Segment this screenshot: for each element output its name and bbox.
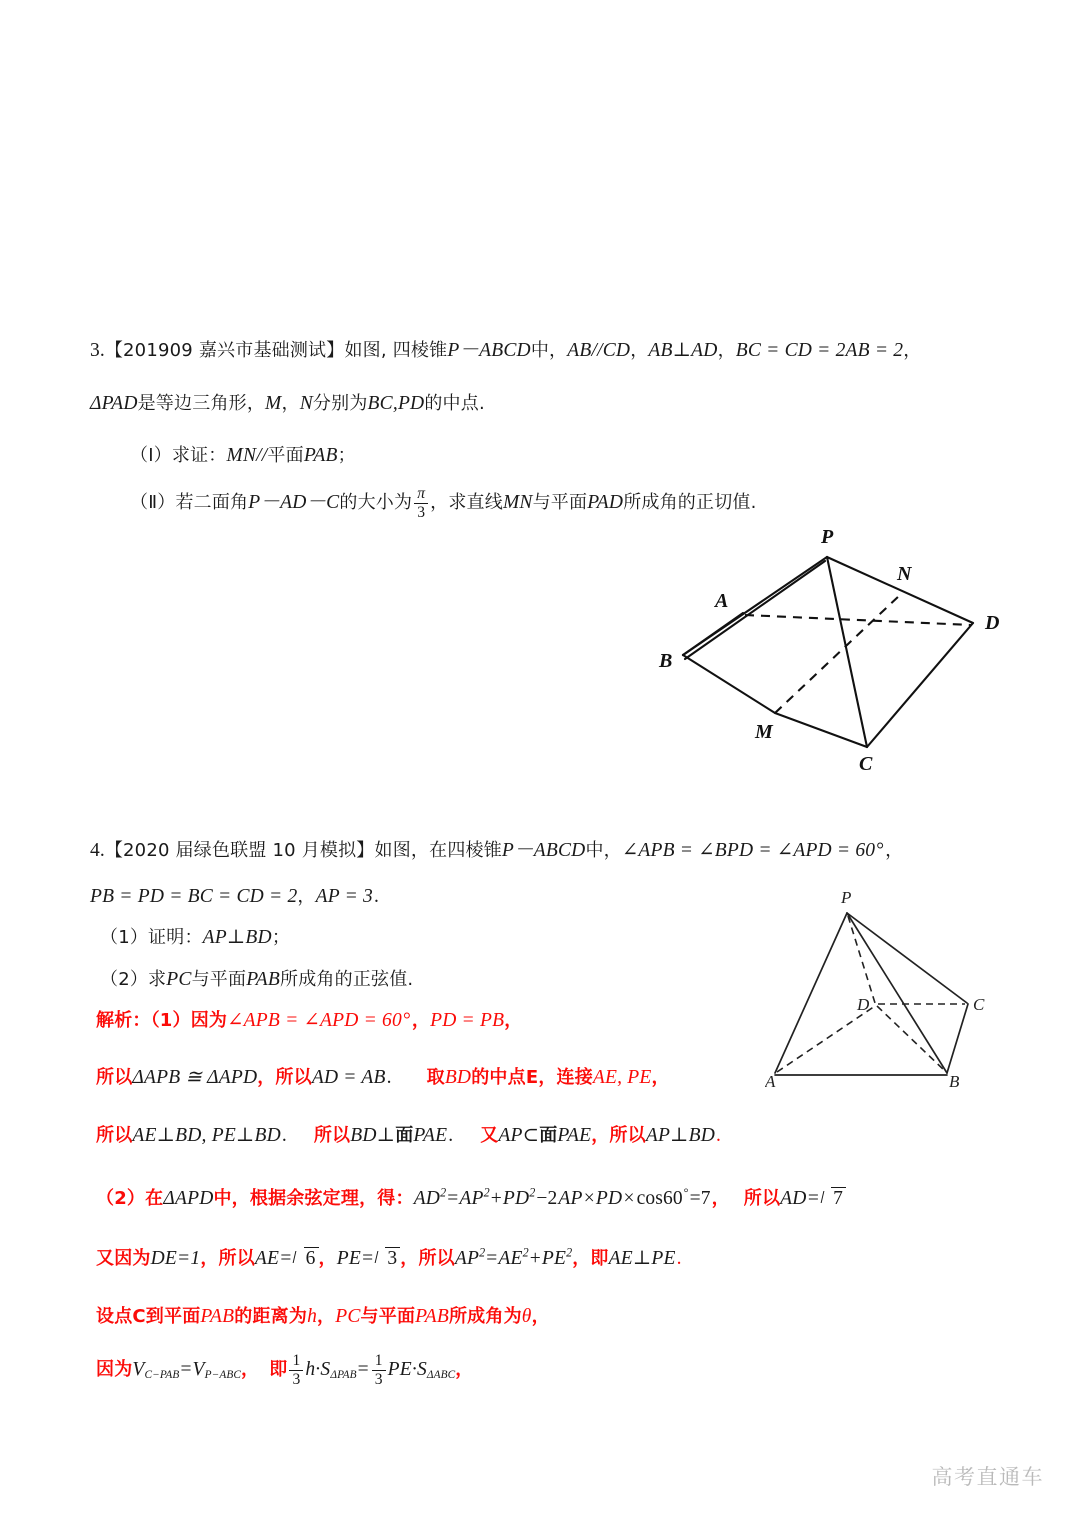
solution-ap-pd-prod: AP×PD× xyxy=(558,1188,636,1209)
solution-midpoint-e: 的中点E，连接 xyxy=(471,1067,593,1088)
problem3-part2-mid2: ，求直线 xyxy=(430,491,503,513)
problem4-part1-label: （1）证明： xyxy=(100,927,203,948)
solution-line-1 xyxy=(96,1011,522,1031)
solution-pae-2: PAE xyxy=(557,1125,592,1146)
problem4-stem-line-2 xyxy=(90,887,380,907)
frac2-denominator: 3 xyxy=(372,1370,386,1388)
frac2-numerator: 1 xyxy=(374,1352,383,1369)
solution-sqrt-7 xyxy=(821,1187,846,1209)
solution-comma-5: ， xyxy=(318,1248,337,1269)
problem4-period: . xyxy=(373,886,379,907)
problem3-equilateral-text: 是等边三角形， xyxy=(137,393,266,414)
solution-line-3 xyxy=(96,1126,722,1146)
solution-line-5 xyxy=(96,1247,683,1269)
sqrt-6-radicand: 6 xyxy=(304,1247,319,1269)
solution-pd-pb: PD = PB xyxy=(430,1010,505,1031)
solution-triangle-apd: ΔAPD xyxy=(163,1188,214,1209)
solution-eq-4: = xyxy=(357,1358,369,1380)
solution-eq-7: =7 xyxy=(689,1188,711,1209)
problem3-midpoint-end: 的中点. xyxy=(424,393,485,414)
solution-ad-sq: AD xyxy=(413,1188,441,1209)
solution-so-2: ，所以 xyxy=(257,1067,312,1088)
problem3-seg-pd: PD xyxy=(397,393,425,414)
solution-angle-text: 所成角为 xyxy=(448,1306,522,1327)
problem4-stem-line-1 xyxy=(90,841,903,861)
solution-period-5: . xyxy=(715,1125,721,1146)
problem4-stem-lead: 如图，在四棱锥 xyxy=(374,840,502,861)
problem3-solid: P－ABCD xyxy=(447,340,531,361)
problem3-part1-label: （Ⅰ）求证： xyxy=(130,445,227,466)
figure1-label-N: N xyxy=(897,563,912,585)
figure1-label-C: C xyxy=(859,753,873,775)
solution-pc-1: PC xyxy=(335,1306,361,1327)
solution-pe-dot: PE· xyxy=(387,1358,417,1380)
solution-period-2: . xyxy=(386,1067,392,1088)
solution-pab-1: PAB xyxy=(200,1306,235,1327)
solution-end-1: ， xyxy=(504,1010,523,1031)
problem3-stem-mid: 中， xyxy=(530,340,568,361)
solution-perp-3: AP⊥BD xyxy=(645,1125,715,1146)
figure2-label-A: A xyxy=(765,1072,776,1091)
problem3-dihedral: P－AD－C xyxy=(248,491,340,513)
solution-ad-eq: AD= xyxy=(780,1188,820,1209)
problem4-part2-pc: PC xyxy=(166,969,192,990)
problem3-cond-perp: AB⊥AD xyxy=(648,340,718,361)
figure2-label-C: C xyxy=(973,995,985,1014)
solution-pab-2: PAB xyxy=(415,1306,449,1327)
problem3-source: 【201909 嘉兴市基础测试】 xyxy=(104,340,345,361)
edge-mc xyxy=(775,713,867,747)
solution-so-5: ，所以 xyxy=(591,1125,646,1146)
solution-eq-1: = xyxy=(447,1188,459,1209)
problem4-part1 xyxy=(100,928,290,948)
problem3-stem-line-2 xyxy=(90,394,485,414)
problem4-part2-pab: PAB xyxy=(246,969,281,990)
solution-pe-sq: PE xyxy=(541,1248,567,1269)
solution-minus-1: −2 xyxy=(536,1188,558,1209)
problem3-cond-len: BC = CD = 2AB = 2 xyxy=(735,340,904,361)
problem3-part1-mn: MN// xyxy=(226,445,268,466)
problem4-ap-length: AP = 3 xyxy=(315,886,373,907)
problem4-part2-end: 所成角的正弦值. xyxy=(280,969,414,990)
solution-volume-2: V xyxy=(192,1358,205,1380)
solution-comma-6: ， xyxy=(317,1306,336,1327)
problem4-comma-2: ， xyxy=(297,886,316,907)
solution-volume-1-sub: C−PAB xyxy=(144,1369,180,1381)
problem3-seg-bc: BC xyxy=(367,393,393,414)
fraction-denominator-3: 3 xyxy=(414,503,428,521)
solution-distance-mid: 的距离为 xyxy=(234,1306,308,1327)
figure-problem3 xyxy=(655,525,1025,775)
solution-fraction-1 xyxy=(289,1353,303,1388)
solution-end-2: ， xyxy=(651,1067,670,1088)
solution-angles: ∠APB = ∠APD = 60 xyxy=(227,1010,402,1031)
solution-plus-1: + xyxy=(490,1188,502,1209)
solution-exp-2f: 2 xyxy=(566,1245,573,1260)
problem4-cond-angles: ∠APB = ∠BPD = ∠APD = 60 xyxy=(621,840,876,861)
solution-ji-1: ，即 xyxy=(572,1248,609,1269)
solution-cosine-law-text: 中，根据余弦定理，得： xyxy=(213,1188,414,1209)
solution-perp-1: AE⊥BD, PE⊥BD xyxy=(132,1125,281,1146)
problem3-number: 3. xyxy=(90,340,105,361)
solution-ae-eq: AE= xyxy=(254,1248,293,1269)
problem4-part1-expr: AP⊥BD xyxy=(202,927,272,948)
edge-ad-hidden xyxy=(745,615,971,625)
problem3-part2-mid: 的大小为 xyxy=(339,491,413,513)
solution-ae-sq: AE xyxy=(498,1248,523,1269)
solution-ad-ab: AD = AB xyxy=(311,1067,386,1088)
solution-period-4: . xyxy=(448,1125,454,1146)
solution-h-var: h xyxy=(307,1306,318,1327)
solution-so-1: 所以 xyxy=(96,1067,133,1088)
problem4-lengths: PB = PD = BC = CD = 2 xyxy=(90,886,298,907)
solution-pd-sq: PD xyxy=(502,1188,530,1209)
frac1-numerator: 1 xyxy=(292,1352,301,1369)
problem3-part2-label: （Ⅱ）若二面角 xyxy=(130,491,249,513)
problem3-part1 xyxy=(130,446,356,466)
problem4-part2-label: （2）求 xyxy=(100,969,167,990)
figure2-label-P: P xyxy=(841,888,852,907)
edge-mn-hidden xyxy=(775,595,900,713)
edge-bc xyxy=(947,1004,968,1073)
solution-line-4 xyxy=(96,1187,846,1209)
solution-bd: BD xyxy=(444,1067,472,1088)
solution-area-2-sub: ΔABC xyxy=(426,1369,456,1381)
problem3-part1-pab: PAB xyxy=(303,445,338,466)
solution-exp-2a: 2 xyxy=(440,1185,447,1200)
figure2-label-B: B xyxy=(949,1072,960,1091)
solution-area-1-sub: ΔPAB xyxy=(330,1369,357,1381)
solution-distance-lead: 设点C到平面 xyxy=(96,1306,201,1327)
problem3-comma-2: , xyxy=(392,393,398,414)
solution-eq-3: = xyxy=(180,1358,192,1380)
solution-again: 又 xyxy=(480,1125,499,1146)
solution-exp-2e: 2 xyxy=(522,1245,529,1260)
solution-exp-2c: 2 xyxy=(529,1185,536,1200)
solution-perp-2: BD⊥ xyxy=(350,1125,396,1146)
solution-so-8: ，所以 xyxy=(400,1248,455,1269)
solution-volume-2-sub: P−ABC xyxy=(204,1369,242,1381)
edge-pb xyxy=(847,913,947,1073)
problem4-deg-sign: ° xyxy=(876,840,885,861)
frac1-denominator: 3 xyxy=(289,1370,303,1388)
solution-because-2: 因为 xyxy=(96,1358,133,1380)
solution-area-2: S xyxy=(416,1358,427,1380)
problem4-solid: P－ABCD xyxy=(501,840,586,861)
problem3-midpoint-text: 分别为 xyxy=(312,393,368,414)
figure1-label-M: M xyxy=(755,721,773,743)
sqrt-3-radicand: 3 xyxy=(385,1247,400,1269)
edge-pd-hidden xyxy=(848,916,875,1003)
edge-pb-2 xyxy=(685,561,825,659)
problem3-stem-line-1: 3.【201909 嘉兴市基础测试】如图, 四棱锥P－ABCD中，AB//CD，AB⊥AD，BC = CD = 2AB = 2， xyxy=(90,340,922,361)
problem3-cond-parallel: AB//CD xyxy=(567,340,631,361)
solution-fraction-2 xyxy=(372,1353,386,1388)
problem4-part2 xyxy=(100,970,413,990)
problem3-angle-fraction xyxy=(414,486,428,521)
problem3-stem-lead: 如图, 四棱锥 xyxy=(344,340,448,361)
problem4-comma: ， xyxy=(885,840,904,861)
solution-sqrt-3 xyxy=(375,1247,400,1269)
figure-problem3-svg xyxy=(655,525,1025,775)
solution-line-6 xyxy=(96,1307,550,1327)
problem4-part2-mid: 与平面 xyxy=(191,969,247,990)
solution-ae-perp-pe: AE⊥PE xyxy=(608,1248,676,1269)
solution-ae-pe: AE, PE xyxy=(592,1067,652,1088)
solution-congruence: ΔAPB ≅ ΔAPD xyxy=(132,1067,258,1088)
fraction-numerator-pi: π xyxy=(417,485,426,502)
solution-period-6: . xyxy=(676,1248,682,1269)
figure-problem4 xyxy=(765,885,1015,1095)
problem3-part1-end: ； xyxy=(337,445,356,466)
figure1-label-A: A xyxy=(715,590,729,612)
problem3-triangle-pad: ΔPAD xyxy=(90,393,138,414)
problem3-comma-1: ， xyxy=(281,393,300,414)
page-watermark: 高考直通车 xyxy=(931,1465,1044,1489)
problem3-part2 xyxy=(130,486,757,521)
edge-cd xyxy=(867,623,973,747)
figure-problem4-svg xyxy=(765,885,1015,1095)
solution-comma-1: ， xyxy=(411,1010,431,1031)
problem4-stem-mid: 中， xyxy=(585,840,622,861)
solution-comma-7: ， xyxy=(241,1358,260,1380)
solution-ji-2: 即 xyxy=(269,1358,288,1380)
solution-eq-2: = xyxy=(486,1248,498,1269)
solution-lead: 解析：（1）因为 xyxy=(96,1010,228,1031)
problem4-source: 【2020 届绿色联盟 10 月模拟】 xyxy=(104,840,375,861)
solution-because: 又因为 xyxy=(96,1248,151,1269)
solution-volume-1: V xyxy=(132,1358,145,1380)
solution-cos60: cos60 xyxy=(636,1188,683,1209)
solution-ap-subset: AP⊂ xyxy=(498,1125,540,1146)
solution-de-1: DE=1 xyxy=(150,1248,201,1269)
solution-deg-1: ° xyxy=(402,1010,411,1031)
solution-exp-2b: 2 xyxy=(483,1185,490,1200)
edge-pc xyxy=(847,913,967,1003)
problem3-part2-mn: MN xyxy=(502,491,533,513)
solution-plane-1: 面 xyxy=(395,1125,414,1146)
solution-pae-1: PAE xyxy=(413,1125,448,1146)
solution-line-7 xyxy=(96,1353,473,1388)
solution-period-3: . xyxy=(281,1125,287,1146)
problem3-part2-with: 与平面 xyxy=(532,491,588,513)
solution-plus-2: + xyxy=(529,1248,541,1269)
solution-end-6: ， xyxy=(531,1306,550,1327)
figure1-label-B: B xyxy=(659,650,673,672)
figure1-label-P: P xyxy=(821,526,834,548)
edge-ad-hidden xyxy=(777,1006,875,1072)
edge-ba xyxy=(683,613,743,655)
solution-theta: θ xyxy=(521,1306,532,1327)
problem4-part1-end: ； xyxy=(271,927,291,948)
solution-ap-sq-2: AP xyxy=(454,1248,480,1269)
problem3-point-m: M xyxy=(265,393,282,414)
solution-so-6: 所以 xyxy=(743,1188,781,1209)
solution-end-7: ， xyxy=(455,1358,474,1380)
solution-pe-eq: PE= xyxy=(336,1248,375,1269)
edge-bm xyxy=(683,655,775,713)
figure1-label-D: D xyxy=(985,612,1000,634)
solution-sqrt-6 xyxy=(294,1247,319,1269)
problem3-part2-end: 所成角的正切值. xyxy=(623,491,757,513)
solution-exp-2d: 2 xyxy=(479,1245,486,1260)
problem3-point-n: N xyxy=(299,393,313,414)
solution-area-1: S xyxy=(320,1358,331,1380)
figure2-label-D: D xyxy=(857,995,870,1014)
solution-h-dot: h· xyxy=(305,1358,321,1380)
solution-so-4: 所以 xyxy=(313,1125,351,1146)
edge-pc xyxy=(827,557,867,747)
solution-so-3: 所以 xyxy=(96,1125,133,1146)
problem4-number: 4. xyxy=(90,840,105,861)
solution-comma-4: ， xyxy=(711,1188,730,1209)
solution-deg-2: ° xyxy=(683,1185,689,1200)
solution-so-7: ，所以 xyxy=(200,1248,255,1269)
solution-with-plane: 与平面 xyxy=(360,1306,416,1327)
sqrt-7-radicand: 7 xyxy=(831,1187,846,1209)
problem3-part1-plane: 平面 xyxy=(267,445,304,466)
solution-line-2 xyxy=(96,1068,670,1088)
solution-plane-2: 面 xyxy=(539,1125,558,1146)
problem3-part2-pad: PAD xyxy=(587,491,624,513)
solution-ap-sq: AP xyxy=(459,1188,484,1209)
solution-part2-lead: （2）在 xyxy=(96,1188,164,1209)
solution-take: 取 xyxy=(426,1067,445,1088)
